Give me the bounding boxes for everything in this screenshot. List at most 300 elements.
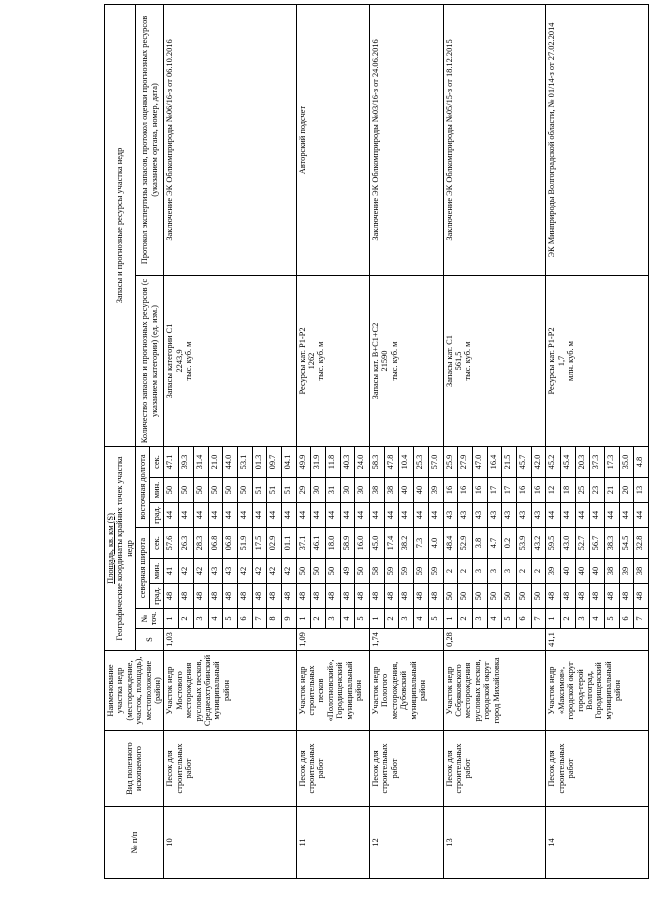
coordinate-cell: 18.0 xyxy=(326,528,341,559)
point-number: 1 xyxy=(296,609,311,629)
coordinate-cell: 06.8 xyxy=(223,528,238,559)
coordinate-cell: 43 xyxy=(531,503,546,528)
coordinate-cell: 30 xyxy=(355,478,370,503)
coordinate-cell: 48 xyxy=(311,584,326,609)
coordinate-cell: 16 xyxy=(472,478,487,503)
header-lon-sec: сек. xyxy=(150,447,164,478)
subsoil-register-table xyxy=(104,4,649,879)
coordinate-cell: 21 xyxy=(605,478,620,503)
coordinate-cell: 59.5 xyxy=(546,528,561,559)
coordinate-cell: 52.9 xyxy=(458,528,473,559)
reserves-unit: тыс. куб. м xyxy=(463,341,473,381)
coordinate-cell: 48 xyxy=(619,584,634,609)
coordinate-cell: 38.2 xyxy=(399,528,414,559)
coordinate-cell: 50 xyxy=(502,584,517,609)
coordinate-cell: 44 xyxy=(223,503,238,528)
header-lat-min: мин. xyxy=(150,559,164,584)
coordinate-cell: 11.8 xyxy=(326,447,341,478)
coordinate-cell: 44 xyxy=(164,503,179,528)
row-num: 10 xyxy=(164,807,296,879)
coordinate-cell: 59 xyxy=(399,559,414,584)
reserves-category: Ресурсы кат. P1-P2 xyxy=(297,327,307,395)
coordinate-cell: 02.9 xyxy=(267,528,282,559)
coordinate-cell: 44 xyxy=(590,503,605,528)
header-reserves: Запасы и прогнозные ресурсы участка недр xyxy=(105,5,136,447)
coordinate-cell: 21.5 xyxy=(502,447,517,478)
coordinate-cell: 40 xyxy=(399,478,414,503)
coordinate-cell: 48 xyxy=(384,584,399,609)
site-area: 1,09 xyxy=(296,629,369,651)
coordinate-cell: 43 xyxy=(208,559,223,584)
header-area xyxy=(105,447,136,651)
coordinate-cell: 48 xyxy=(281,584,296,609)
coordinate-cell: 4.8 xyxy=(634,447,649,478)
coordinate-cell: 2 xyxy=(531,559,546,584)
point-number: 6 xyxy=(516,609,531,629)
coordinate-cell: 51 xyxy=(281,478,296,503)
coordinate-cell: 44 xyxy=(399,503,414,528)
coordinate-cell: 43 xyxy=(502,503,517,528)
expert-protocol: ЭК Минприроды Волгоградской области, № 01/14-з от 27.02.2014 xyxy=(546,5,649,276)
coordinate-cell: 48 xyxy=(634,584,649,609)
coordinate-cell: 44 xyxy=(311,503,326,528)
table-row xyxy=(443,5,458,879)
coordinate-cell: 50 xyxy=(223,478,238,503)
coordinate-cell: 48 xyxy=(575,584,590,609)
header-area-title: Площадь, кв. км (S) xyxy=(106,513,115,584)
coordinate-cell: 25.9 xyxy=(443,447,458,478)
coordinate-cell: 43 xyxy=(487,503,502,528)
coordinate-cell: 20.3 xyxy=(575,447,590,478)
coordinate-cell: 25.3 xyxy=(414,447,429,478)
header-lon: восточная долгота xyxy=(136,447,150,528)
coordinate-cell: 3.8 xyxy=(472,528,487,559)
coordinate-cell: 30 xyxy=(311,478,326,503)
coordinate-cell: 01.3 xyxy=(252,447,267,478)
coordinate-cell: 44 xyxy=(546,503,561,528)
mineral-type: Песок для строительных работ xyxy=(164,731,296,807)
mineral-type: Песок для строительных работ xyxy=(370,731,443,807)
coordinate-cell: 44 xyxy=(428,503,443,528)
coordinate-cell: 27.9 xyxy=(458,447,473,478)
coordinate-cell: 48 xyxy=(179,584,194,609)
coordinate-cell: 52.7 xyxy=(575,528,590,559)
coordinate-cell: 23 xyxy=(590,478,605,503)
coordinate-cell: 39 xyxy=(619,559,634,584)
table-row xyxy=(370,5,385,879)
reserves-category: Ресурсы кат. P1-P2 xyxy=(547,327,557,395)
coordinate-cell: 48 xyxy=(193,584,208,609)
coordinate-cell: 42 xyxy=(252,559,267,584)
coordinate-cell: 39.3 xyxy=(179,447,194,478)
coordinate-cell: 53.9 xyxy=(516,528,531,559)
coordinate-cell: 56.7 xyxy=(590,528,605,559)
reserves-amount xyxy=(370,276,443,447)
register-body xyxy=(164,5,649,879)
coordinate-cell: 47.0 xyxy=(472,447,487,478)
header-coords-title: Географические координаты крайних точек участка недр xyxy=(115,456,134,641)
coordinate-cell: 44 xyxy=(561,503,576,528)
coordinate-cell: 40 xyxy=(575,559,590,584)
point-number: 7 xyxy=(634,609,649,629)
header-num: № п/п xyxy=(105,807,164,879)
coordinate-cell: 4.7 xyxy=(487,528,502,559)
reserves-category: Запасы категории C1 xyxy=(165,323,175,399)
coordinate-cell: 48 xyxy=(428,584,443,609)
point-number: 6 xyxy=(237,609,252,629)
coordinate-cell: 2 xyxy=(516,559,531,584)
coordinate-cell: 43.0 xyxy=(561,528,576,559)
coordinate-cell: 50 xyxy=(458,584,473,609)
coordinate-cell: 50 xyxy=(355,559,370,584)
coordinate-cell: 3 xyxy=(487,559,502,584)
point-number: 5 xyxy=(502,609,517,629)
coordinate-cell: 54.5 xyxy=(619,528,634,559)
coordinate-cell: 38 xyxy=(634,559,649,584)
coordinate-cell: 50 xyxy=(164,478,179,503)
coordinate-cell: 44 xyxy=(575,503,590,528)
coordinate-cell: 48 xyxy=(326,584,341,609)
coordinate-cell: 37.3 xyxy=(590,447,605,478)
coordinate-cell: 50 xyxy=(296,559,311,584)
coordinate-cell: 17.3 xyxy=(605,447,620,478)
header-lat: северная широта xyxy=(136,528,150,609)
coordinate-cell: 44 xyxy=(340,503,355,528)
coordinate-cell: 35.0 xyxy=(619,447,634,478)
point-number: 1 xyxy=(546,609,561,629)
header-lon-min: мин. xyxy=(150,478,164,503)
reserves-value: 2243,9 xyxy=(174,349,184,373)
point-number: 5 xyxy=(355,609,370,629)
point-number: 4 xyxy=(340,609,355,629)
coordinate-cell: 44 xyxy=(414,503,429,528)
coordinate-cell: 31 xyxy=(326,478,341,503)
coordinate-cell: 45.7 xyxy=(516,447,531,478)
coordinate-cell: 45.0 xyxy=(370,528,385,559)
coordinate-cell: 57.0 xyxy=(428,447,443,478)
coordinate-cell: 50 xyxy=(208,478,223,503)
point-number: 4 xyxy=(414,609,429,629)
coordinate-cell: 43 xyxy=(458,503,473,528)
coordinate-cell: 20 xyxy=(619,478,634,503)
coordinate-cell: 40 xyxy=(590,559,605,584)
point-number: 3 xyxy=(326,609,341,629)
coordinate-cell: 44 xyxy=(619,503,634,528)
coordinate-cell: 26.3 xyxy=(179,528,194,559)
coordinate-cell: 58 xyxy=(370,559,385,584)
point-number: 4 xyxy=(208,609,223,629)
site-name: Участок недр Мостового месторождения русловых песков, Среднеахтубинский муниципальный район xyxy=(164,651,296,731)
coordinate-cell: 17 xyxy=(487,478,502,503)
coordinate-cell: 48 xyxy=(355,584,370,609)
coordinate-cell: 17.5 xyxy=(252,528,267,559)
site-area: 0,28 xyxy=(443,629,546,651)
coordinate-cell: 45.2 xyxy=(546,447,561,478)
coordinate-cell: 38 xyxy=(384,478,399,503)
coordinate-cell: 50 xyxy=(516,584,531,609)
coordinate-cell: 10.4 xyxy=(399,447,414,478)
coordinate-cell: 44 xyxy=(208,503,223,528)
coordinate-cell: 48 xyxy=(237,584,252,609)
coordinate-cell: 37.1 xyxy=(296,528,311,559)
point-number: 9 xyxy=(281,609,296,629)
coordinate-cell: 44 xyxy=(370,503,385,528)
header-lon-deg: град. xyxy=(150,503,164,528)
coordinate-cell: 51 xyxy=(252,478,267,503)
reserves-unit: тыс. куб. м xyxy=(316,341,326,381)
reserves-amount xyxy=(546,276,649,447)
coordinate-cell: 44 xyxy=(193,503,208,528)
coordinate-cell: 39 xyxy=(428,478,443,503)
mineral-type: Песок для строительных работ xyxy=(296,731,369,807)
coordinate-cell: 44 xyxy=(634,503,649,528)
header-row-1 xyxy=(105,5,136,879)
point-number: 2 xyxy=(384,609,399,629)
header-s: S xyxy=(136,629,164,651)
coordinate-cell: 13 xyxy=(634,478,649,503)
reserves-unit: тыс. куб. м xyxy=(184,341,194,381)
coordinate-cell: 50 xyxy=(326,559,341,584)
coordinate-cell: 48 xyxy=(164,584,179,609)
point-number: 1 xyxy=(443,609,458,629)
point-number: 3 xyxy=(193,609,208,629)
coordinate-cell: 50 xyxy=(443,584,458,609)
coordinate-cell: 48 xyxy=(296,584,311,609)
point-number: 3 xyxy=(575,609,590,629)
header-lat-deg: град. xyxy=(150,584,164,609)
coordinate-cell: 09.7 xyxy=(267,447,282,478)
coordinate-cell: 59 xyxy=(414,559,429,584)
coordinate-cell: 25 xyxy=(575,478,590,503)
coordinate-cell: 46.1 xyxy=(311,528,326,559)
coordinate-cell: 44 xyxy=(355,503,370,528)
coordinate-cell: 48 xyxy=(546,584,561,609)
coordinate-cell: 50 xyxy=(531,584,546,609)
table-row xyxy=(164,5,179,879)
coordinate-cell: 17.4 xyxy=(384,528,399,559)
point-number: 5 xyxy=(223,609,238,629)
mineral-type: Песок для строительных работ xyxy=(546,731,649,807)
point-number: 1 xyxy=(370,609,385,629)
coordinate-cell: 48 xyxy=(561,584,576,609)
coordinate-cell: 01.1 xyxy=(281,528,296,559)
coordinate-cell: 42 xyxy=(237,559,252,584)
coordinate-cell: 44 xyxy=(281,503,296,528)
reserves-amount xyxy=(164,276,296,447)
row-num: 13 xyxy=(443,807,546,879)
point-number: 2 xyxy=(561,609,576,629)
coordinate-cell: 42 xyxy=(193,559,208,584)
coordinate-cell: 16 xyxy=(516,478,531,503)
coordinate-cell: 42 xyxy=(179,559,194,584)
header-lat-sec: сек. xyxy=(150,528,164,559)
row-num: 12 xyxy=(370,807,443,879)
coordinate-cell: 45.4 xyxy=(561,447,576,478)
coordinate-cell: 16 xyxy=(458,478,473,503)
coordinate-cell: 32.8 xyxy=(634,528,649,559)
coordinate-cell: 06.8 xyxy=(208,528,223,559)
coordinate-cell: 24.0 xyxy=(355,447,370,478)
coordinate-cell: 51.9 xyxy=(237,528,252,559)
coordinate-cell: 43 xyxy=(443,503,458,528)
reserves-unit: млн. куб. м xyxy=(566,341,576,381)
site-name: Участок недр Себряковского месторождения русловых песков, городской округ город Михайловка xyxy=(443,651,546,731)
coordinate-cell: 38 xyxy=(605,559,620,584)
coordinate-cell: 3 xyxy=(502,559,517,584)
coordinate-cell: 2 xyxy=(443,559,458,584)
coordinate-cell: 43 xyxy=(516,503,531,528)
coordinate-cell: 58.9 xyxy=(340,528,355,559)
coordinate-cell: 40 xyxy=(561,559,576,584)
coordinate-cell: 44 xyxy=(237,503,252,528)
coordinate-cell: 43 xyxy=(223,559,238,584)
coordinate-cell: 51 xyxy=(267,478,282,503)
point-number: 3 xyxy=(472,609,487,629)
coordinate-cell: 3 xyxy=(472,559,487,584)
coordinate-cell: 49.9 xyxy=(296,447,311,478)
coordinate-cell: 7.3 xyxy=(414,528,429,559)
point-number: 1 xyxy=(164,609,179,629)
coordinate-cell: 40.3 xyxy=(340,447,355,478)
coordinate-cell: 44 xyxy=(252,503,267,528)
coordinate-cell: 38.3 xyxy=(605,528,620,559)
point-number: 7 xyxy=(252,609,267,629)
site-area: 1,03 xyxy=(164,629,296,651)
coordinate-cell: 16 xyxy=(531,478,546,503)
coordinate-cell: 18 xyxy=(561,478,576,503)
coordinate-cell: 43.2 xyxy=(531,528,546,559)
point-number: 6 xyxy=(619,609,634,629)
coordinate-cell: 44 xyxy=(296,503,311,528)
header-amount: Количество запасов и прогнозных ресурсов (с указанием категории) (ед. изм.) xyxy=(136,276,164,447)
coordinate-cell: 59 xyxy=(428,559,443,584)
coordinate-cell: 44 xyxy=(326,503,341,528)
coordinate-cell: 44.0 xyxy=(223,447,238,478)
header-protocol: Протокол экспертизы запасов, протокол оценки прогнозных ресурсов (указанием органа, номер, дата) xyxy=(136,5,164,276)
point-number: 3 xyxy=(399,609,414,629)
coordinate-cell: 44 xyxy=(384,503,399,528)
coordinate-cell: 31.4 xyxy=(193,447,208,478)
reserves-amount xyxy=(296,276,369,447)
reserves-amount xyxy=(443,276,546,447)
coordinate-cell: 44 xyxy=(267,503,282,528)
row-num: 14 xyxy=(546,807,649,879)
reserves-value: 561,5 xyxy=(453,351,463,371)
coordinate-cell: 28.3 xyxy=(193,528,208,559)
point-number: 2 xyxy=(458,609,473,629)
site-name: Участок недр «Максимов», городской округ город-герой Волгоград, Городищенский муниципальный район xyxy=(546,651,649,731)
reserves-category: Запасы кат. B+C1+C2 xyxy=(371,322,381,400)
point-number: 2 xyxy=(311,609,326,629)
coordinate-cell: 43 xyxy=(472,503,487,528)
coordinate-cell: 41 xyxy=(164,559,179,584)
site-area: 1,74 xyxy=(370,629,443,651)
coordinate-cell: 17 xyxy=(502,478,517,503)
site-area: 41,1 xyxy=(546,629,649,651)
coordinate-cell: 31.9 xyxy=(311,447,326,478)
coordinate-cell: 44 xyxy=(605,503,620,528)
reserves-category: Запасы кат. C1 xyxy=(444,335,454,387)
coordinate-cell: 29 xyxy=(296,478,311,503)
reserves-value: 1,7 xyxy=(556,355,566,367)
coordinate-cell: 38 xyxy=(370,478,385,503)
coordinate-cell: 21.0 xyxy=(208,447,223,478)
coordinate-cell: 40 xyxy=(414,478,429,503)
coordinate-cell: 04.1 xyxy=(281,447,296,478)
header-point: № точ. xyxy=(136,609,164,629)
coordinate-cell: 50 xyxy=(487,584,502,609)
coordinate-cell: 39 xyxy=(546,559,561,584)
coordinate-cell: 42.0 xyxy=(531,447,546,478)
expert-protocol: Заключение ЭК Облкомприроды №05/15-з от 18.12.2015 xyxy=(443,5,546,276)
coordinate-cell: 48 xyxy=(605,584,620,609)
coordinate-cell: 16.4 xyxy=(487,447,502,478)
coordinate-cell: 53.1 xyxy=(237,447,252,478)
expert-protocol: Заключение ЭК Облкомприроды №06/16-з от 06.10.2016 xyxy=(164,5,296,276)
table-row xyxy=(296,5,311,879)
coordinate-cell: 4.0 xyxy=(428,528,443,559)
coordinate-cell: 57.6 xyxy=(164,528,179,559)
mineral-type: Песок для строительных работ xyxy=(443,731,546,807)
site-name: Участок недр строительных песков «Полотновский», Городищенский муниципальный район xyxy=(296,651,369,731)
point-number: 5 xyxy=(428,609,443,629)
point-number: 4 xyxy=(590,609,605,629)
site-name: Участок недр Пологого месторождения, Дубовский муниципальный район xyxy=(370,651,443,731)
point-number: 4 xyxy=(487,609,502,629)
reserves-unit: тыс. куб. м xyxy=(389,341,399,381)
point-number: 5 xyxy=(605,609,620,629)
coordinate-cell: 16 xyxy=(443,478,458,503)
table-row xyxy=(546,5,561,879)
coordinate-cell: 42 xyxy=(267,559,282,584)
coordinate-cell: 0.2 xyxy=(502,528,517,559)
coordinate-cell: 48 xyxy=(267,584,282,609)
header-mineral: Вид полезного ископаемого xyxy=(105,731,164,807)
coordinate-cell: 48 xyxy=(340,584,355,609)
coordinate-cell: 48 xyxy=(208,584,223,609)
coordinate-cell: 48 xyxy=(399,584,414,609)
coordinate-cell: 48 xyxy=(370,584,385,609)
point-number: 7 xyxy=(531,609,546,629)
coordinate-cell: 50 xyxy=(311,559,326,584)
row-num: 11 xyxy=(296,807,369,879)
expert-protocol: Авторский подсчет xyxy=(296,5,369,276)
reserves-value: 1262 xyxy=(307,352,317,370)
point-number: 8 xyxy=(267,609,282,629)
coordinate-cell: 48.4 xyxy=(443,528,458,559)
header-name: Наименование участка недр (месторождение, участок, площадь), местоположение (район) xyxy=(105,651,164,731)
coordinate-cell: 12 xyxy=(546,478,561,503)
coordinate-cell: 50 xyxy=(193,478,208,503)
coordinate-cell: 44 xyxy=(179,503,194,528)
coordinate-cell: 48 xyxy=(252,584,267,609)
coordinate-cell: 50 xyxy=(179,478,194,503)
coordinate-cell: 42 xyxy=(281,559,296,584)
coordinate-cell: 59 xyxy=(384,559,399,584)
coordinate-cell: 48 xyxy=(414,584,429,609)
coordinate-cell: 49 xyxy=(340,559,355,584)
coordinate-cell: 48 xyxy=(223,584,238,609)
coordinate-cell: 48 xyxy=(590,584,605,609)
reserves-value: 21590 xyxy=(380,350,390,372)
expert-protocol: Заключение ЭК Облкомприроды №03/16-з от 24.06.2016 xyxy=(370,5,443,276)
point-number: 2 xyxy=(179,609,194,629)
coordinate-cell: 2 xyxy=(458,559,473,584)
coordinate-cell: 58.3 xyxy=(370,447,385,478)
coordinate-cell: 30 xyxy=(340,478,355,503)
coordinate-cell: 47.8 xyxy=(384,447,399,478)
coordinate-cell: 50 xyxy=(472,584,487,609)
